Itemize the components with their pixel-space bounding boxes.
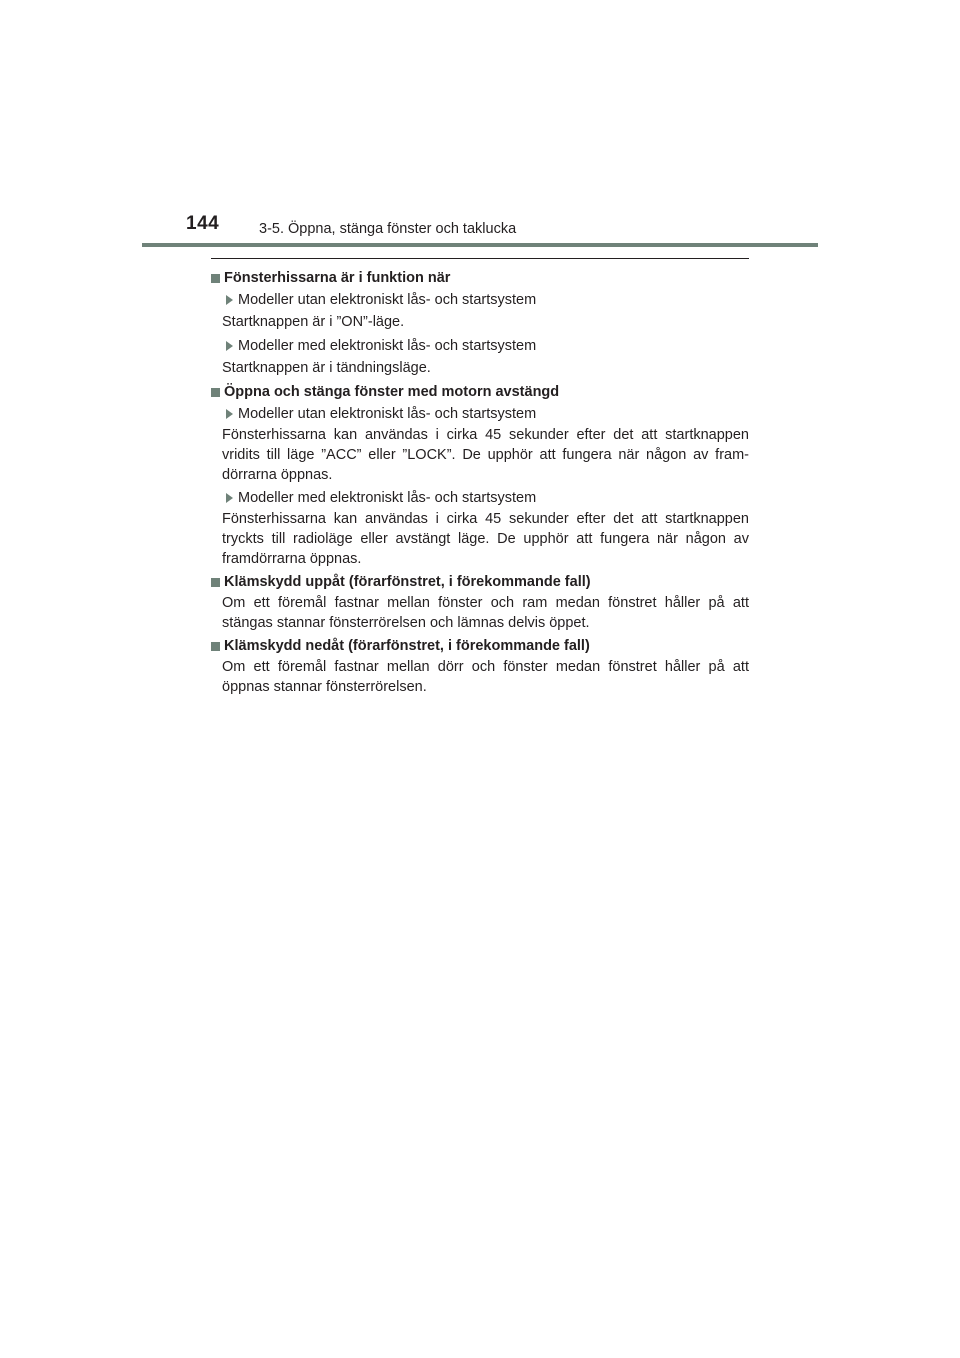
model-item — [211, 289, 749, 311]
body-text: Om ett föremål fastnar mellan fönster och ram medan fönstret håller på att stängas stannar fönsterrörelsen och lämnas delvis öppet. — [222, 595, 749, 631]
triangle-icon — [226, 295, 233, 305]
section-heading-text: Öppna och stänga fönster med motorn avstängd — [224, 384, 560, 400]
body-text: Fönsterhissarna kan användas i cirka 45 sekunder efter det att startknappen vridits till läge ”ACC” eller ”LOCK”. De upphör att fungera när någon av fram-dörrarna öppnas. — [222, 427, 749, 483]
section-heading-text: Klämskydd uppåt (förarfönstret, i förekommande fall) — [224, 574, 591, 590]
section-heading-text: Klämskydd nedåt (förarfönstret, i förekommande fall) — [224, 638, 590, 654]
section-heading — [211, 267, 749, 289]
section-jam-protection-up — [211, 571, 749, 633]
body-text: Om ett föremål fastnar mellan dörr och fönster medan fönstret håller på att öppnas stannar fönsterrörelsen. — [222, 659, 749, 695]
square-icon — [211, 642, 220, 651]
triangle-icon — [226, 341, 233, 351]
square-icon — [211, 274, 220, 283]
section-heading — [211, 635, 749, 657]
model-label: Modeller med elektroniskt lås- och startsystem — [238, 490, 537, 506]
triangle-icon — [226, 493, 233, 503]
section-window-function — [211, 267, 749, 379]
model-item — [211, 403, 749, 425]
model-label: Modeller utan elektroniskt lås- och startsystem — [238, 292, 537, 308]
model-label: Modeller med elektroniskt lås- och startsystem — [238, 338, 537, 354]
section-heading-text: Fönsterhissarna är i funktion när — [224, 270, 451, 286]
section-jam-protection-down — [211, 635, 749, 697]
header-rule — [142, 243, 818, 247]
page-number: 144 — [186, 213, 220, 234]
square-icon — [211, 578, 220, 587]
body-text: Startknappen är i tändningsläge. — [222, 360, 431, 376]
model-label: Modeller utan elektroniskt lås- och startsystem — [238, 406, 537, 422]
triangle-icon — [226, 409, 233, 419]
section-divider — [211, 258, 749, 259]
square-icon — [211, 388, 220, 397]
body-text: Startknappen är i ”ON”-läge. — [222, 314, 405, 330]
page-header — [0, 0, 960, 250]
page-content — [211, 258, 749, 699]
model-item — [211, 335, 749, 357]
model-item — [211, 487, 749, 509]
section-heading — [211, 381, 749, 403]
chapter-title: 3-5. Öppna, stänga fönster och taklucka — [259, 221, 517, 237]
body-text: Fönsterhissarna kan användas i cirka 45 sekunder efter det att startknappen tryckts till radioläge eller avstängt läge. De upphör att fungera när någon av framdörrarna öppnas. — [222, 511, 749, 567]
section-heading — [211, 571, 749, 593]
section-engine-off — [211, 381, 749, 569]
